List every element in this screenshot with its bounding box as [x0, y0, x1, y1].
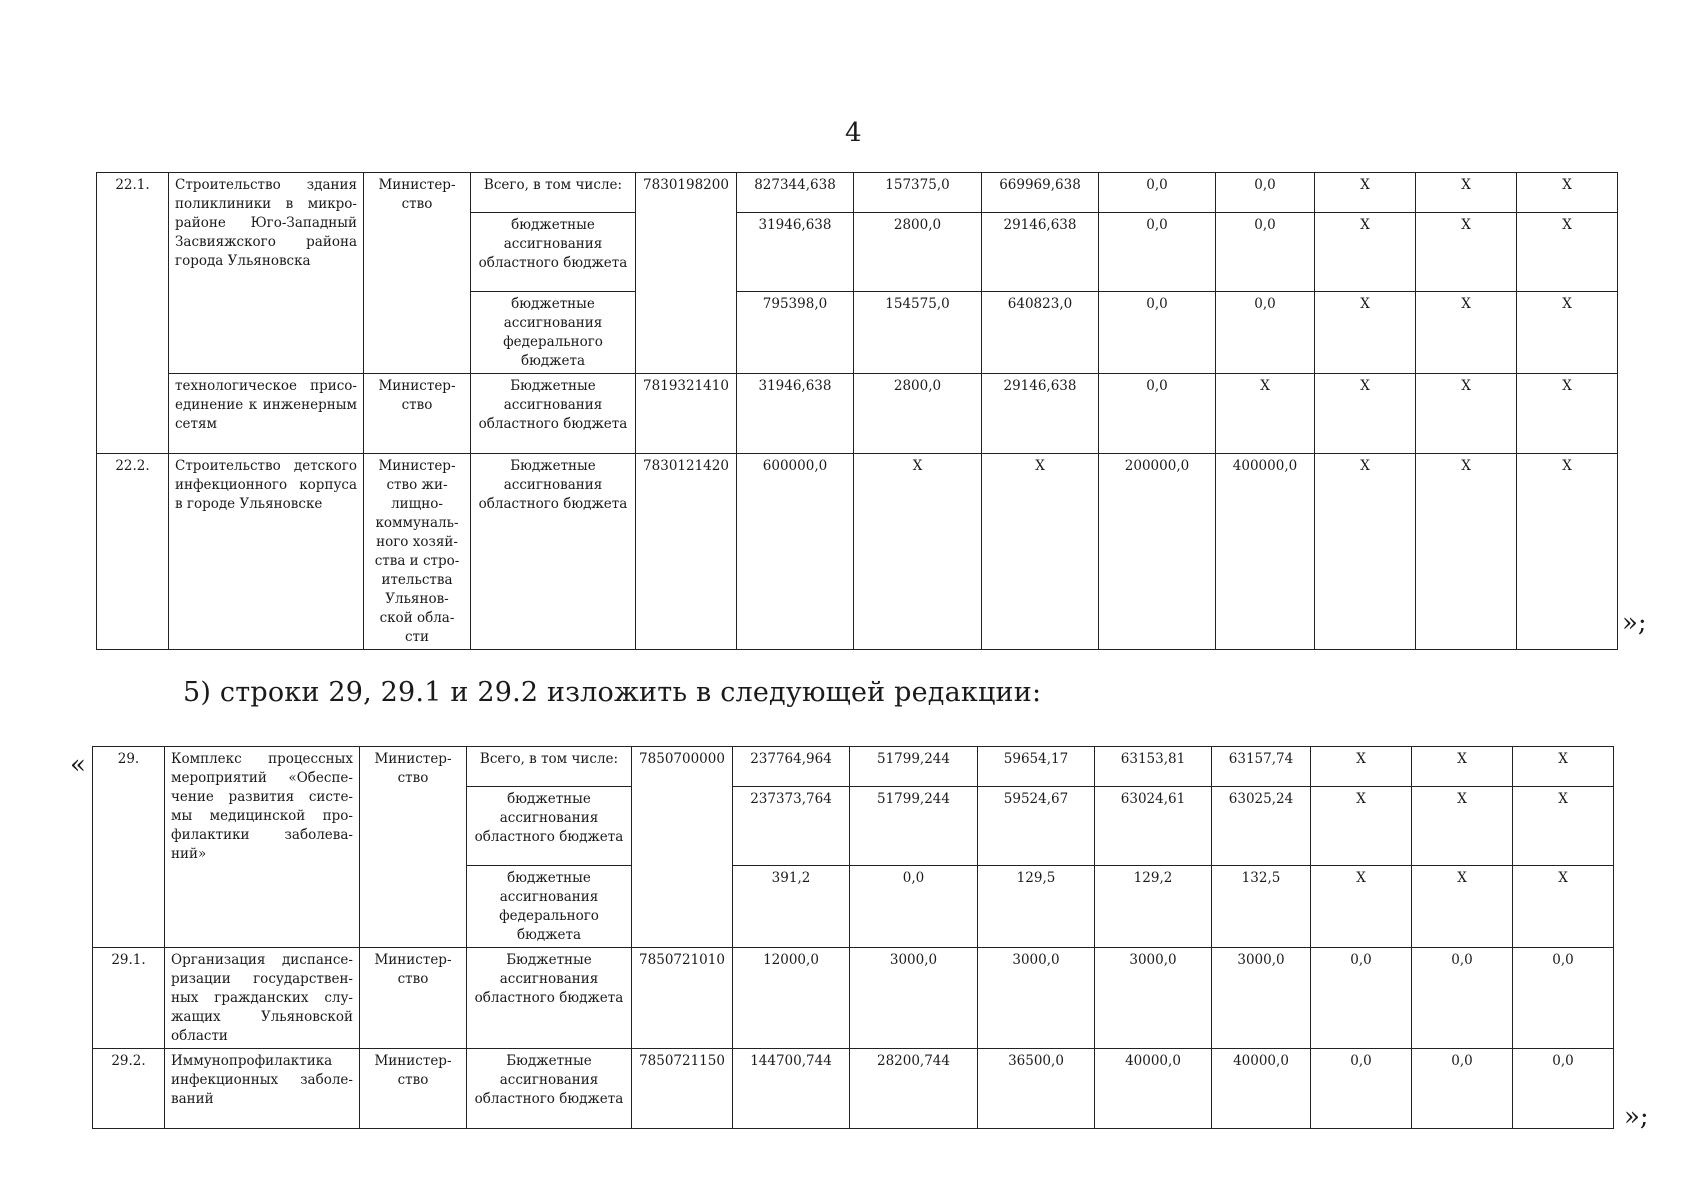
responsible-body: Министер-ство жи-лищно-коммуналь-ного хозяй-ства и стро-ительства Ульянов-ской обла-сти: [364, 454, 471, 650]
year-value: 63157,74: [1212, 747, 1311, 787]
year-value: 29146,638: [982, 213, 1099, 292]
budget-code: 7819321410: [636, 374, 737, 454]
year-value: X: [1315, 454, 1416, 650]
responsible-body: Министер-ство: [360, 747, 467, 948]
year-value: X: [1416, 374, 1517, 454]
closing-quote: »;: [1622, 608, 1647, 638]
activity-name: Иммунопрофилактика инфекционных заболе-ваний: [165, 1049, 360, 1129]
year-value: 0,0: [850, 866, 978, 948]
year-value: X: [1517, 173, 1618, 213]
responsible-body: Министер-ство: [364, 173, 471, 374]
year-value: X: [1412, 787, 1513, 866]
responsible-body: Министер-ство: [364, 374, 471, 454]
row-number: 22.2.: [97, 454, 169, 650]
year-value: X: [1513, 747, 1614, 787]
year-value: 3000,0: [850, 948, 978, 1049]
year-value: X: [1416, 454, 1517, 650]
row-number: 29.: [93, 747, 165, 948]
year-value: 40000,0: [1095, 1049, 1212, 1129]
closing-quote: »;: [1624, 1102, 1649, 1132]
year-value: X: [1311, 866, 1412, 948]
table-row: [97, 173, 1618, 213]
total-amount: 391,2: [733, 866, 850, 948]
total-amount: 31946,638: [737, 374, 854, 454]
year-value: X: [1416, 292, 1517, 374]
year-value: 154575,0: [854, 292, 982, 374]
funding-source: Бюджетные ассигнования областного бюджета: [471, 454, 636, 650]
year-value: X: [1311, 747, 1412, 787]
year-value: 400000,0: [1216, 454, 1315, 650]
year-value: 2800,0: [854, 374, 982, 454]
year-value: 28200,744: [850, 1049, 978, 1129]
year-value: 2800,0: [854, 213, 982, 292]
activity-name: технологическое присо-единение к инженерным сетям: [169, 374, 364, 454]
year-value: 669969,638: [982, 173, 1099, 213]
row-number: 29.1.: [93, 948, 165, 1049]
year-value: X: [1416, 173, 1517, 213]
year-value: 63153,81: [1095, 747, 1212, 787]
table-row: [93, 747, 1614, 787]
funding-source: бюджетные ассигнования федерального бюджета: [471, 292, 636, 374]
budget-table-29: [92, 746, 1614, 1129]
funding-source: бюджетные ассигнования областного бюджета: [471, 213, 636, 292]
year-value: X: [1517, 374, 1618, 454]
budget-code: 7850721150: [632, 1049, 733, 1129]
total-amount: 827344,638: [737, 173, 854, 213]
year-value: X: [1315, 213, 1416, 292]
year-value: X: [1315, 292, 1416, 374]
year-value: X: [1216, 374, 1315, 454]
year-value: 63024,61: [1095, 787, 1212, 866]
total-amount: 600000,0: [737, 454, 854, 650]
year-value: 51799,244: [850, 747, 978, 787]
budget-code: 7830121420: [636, 454, 737, 650]
funding-source: Всего, в том числе:: [467, 747, 632, 787]
year-value: 0,0: [1412, 1049, 1513, 1129]
activity-name: Строительство здания поликлиники в микро-районе Юго-Западный Засвияжского района города Ульяновска: [169, 173, 364, 374]
year-value: 0,0: [1216, 213, 1315, 292]
year-value: X: [1517, 292, 1618, 374]
year-value: 0,0: [1216, 173, 1315, 213]
total-amount: 237373,764: [733, 787, 850, 866]
year-value: 63025,24: [1212, 787, 1311, 866]
year-value: 157375,0: [854, 173, 982, 213]
year-value: X: [1513, 866, 1614, 948]
year-value: 0,0: [1099, 213, 1216, 292]
budget-code: 7850721010: [632, 948, 733, 1049]
total-amount: 144700,744: [733, 1049, 850, 1129]
year-value: X: [1517, 454, 1618, 650]
year-value: X: [1412, 747, 1513, 787]
year-value: 3000,0: [1095, 948, 1212, 1049]
table-row: [97, 374, 1618, 454]
total-amount: 795398,0: [737, 292, 854, 374]
table-row: [97, 454, 1618, 650]
funding-source: Всего, в том числе:: [471, 173, 636, 213]
year-value: 29146,638: [982, 374, 1099, 454]
funding-source: бюджетные ассигнования федерального бюджета: [467, 866, 632, 948]
table-row: [93, 948, 1614, 1049]
year-value: 0,0: [1513, 1049, 1614, 1129]
table-row: [93, 1049, 1614, 1129]
budget-code: 7850700000: [632, 747, 733, 948]
year-value: 0,0: [1412, 948, 1513, 1049]
activity-name: Комплекс процессных мероприятий «Обеспе-чение развития систе-мы медицинской про-филактики заболева-ний»: [165, 747, 360, 948]
year-value: 59654,17: [978, 747, 1095, 787]
activity-name: Организация диспансе-ризации государствен-ных гражданских слу-жащих Ульяновской области: [165, 948, 360, 1049]
year-value: 51799,244: [850, 787, 978, 866]
budget-code: 7830198200: [636, 173, 737, 374]
year-value: X: [1412, 866, 1513, 948]
row-number: 29.2.: [93, 1049, 165, 1129]
year-value: 3000,0: [1212, 948, 1311, 1049]
year-value: 0,0: [1099, 292, 1216, 374]
funding-source: Бюджетные ассигнования областного бюджета: [467, 1049, 632, 1129]
funding-source: Бюджетные ассигнования областного бюджета: [467, 948, 632, 1049]
page-number: 4: [845, 118, 862, 148]
year-value: X: [1517, 213, 1618, 292]
year-value: 40000,0: [1212, 1049, 1311, 1129]
year-value: X: [1311, 787, 1412, 866]
year-value: 59524,67: [978, 787, 1095, 866]
year-value: 129,5: [978, 866, 1095, 948]
funding-source: Бюджетные ассигнования областного бюджета: [471, 374, 636, 454]
total-amount: 237764,964: [733, 747, 850, 787]
year-value: 0,0: [1311, 948, 1412, 1049]
year-value: X: [1315, 173, 1416, 213]
responsible-body: Министер-ство: [360, 1049, 467, 1129]
funding-source: бюджетные ассигнования областного бюджета: [467, 787, 632, 866]
year-value: X: [982, 454, 1099, 650]
year-value: 129,2: [1095, 866, 1212, 948]
total-amount: 12000,0: [733, 948, 850, 1049]
responsible-body: Министер-ство: [360, 948, 467, 1049]
year-value: X: [1315, 374, 1416, 454]
year-value: 200000,0: [1099, 454, 1216, 650]
year-value: X: [1416, 213, 1517, 292]
row-number: 22.1.: [97, 173, 169, 454]
year-value: 0,0: [1513, 948, 1614, 1049]
year-value: 3000,0: [978, 948, 1095, 1049]
year-value: 132,5: [1212, 866, 1311, 948]
year-value: X: [1513, 787, 1614, 866]
amendment-instruction: 5) строки 29, 29.1 и 29.2 изложить в следующей редакции:: [183, 677, 1042, 708]
year-value: 0,0: [1099, 374, 1216, 454]
year-value: 0,0: [1216, 292, 1315, 374]
opening-quote: «: [70, 750, 86, 780]
budget-table-22: [96, 172, 1618, 650]
year-value: 36500,0: [978, 1049, 1095, 1129]
year-value: 0,0: [1099, 173, 1216, 213]
year-value: X: [854, 454, 982, 650]
total-amount: 31946,638: [737, 213, 854, 292]
year-value: 640823,0: [982, 292, 1099, 374]
activity-name: Строительство детского инфекционного корпуса в городе Ульяновске: [169, 454, 364, 650]
year-value: 0,0: [1311, 1049, 1412, 1129]
